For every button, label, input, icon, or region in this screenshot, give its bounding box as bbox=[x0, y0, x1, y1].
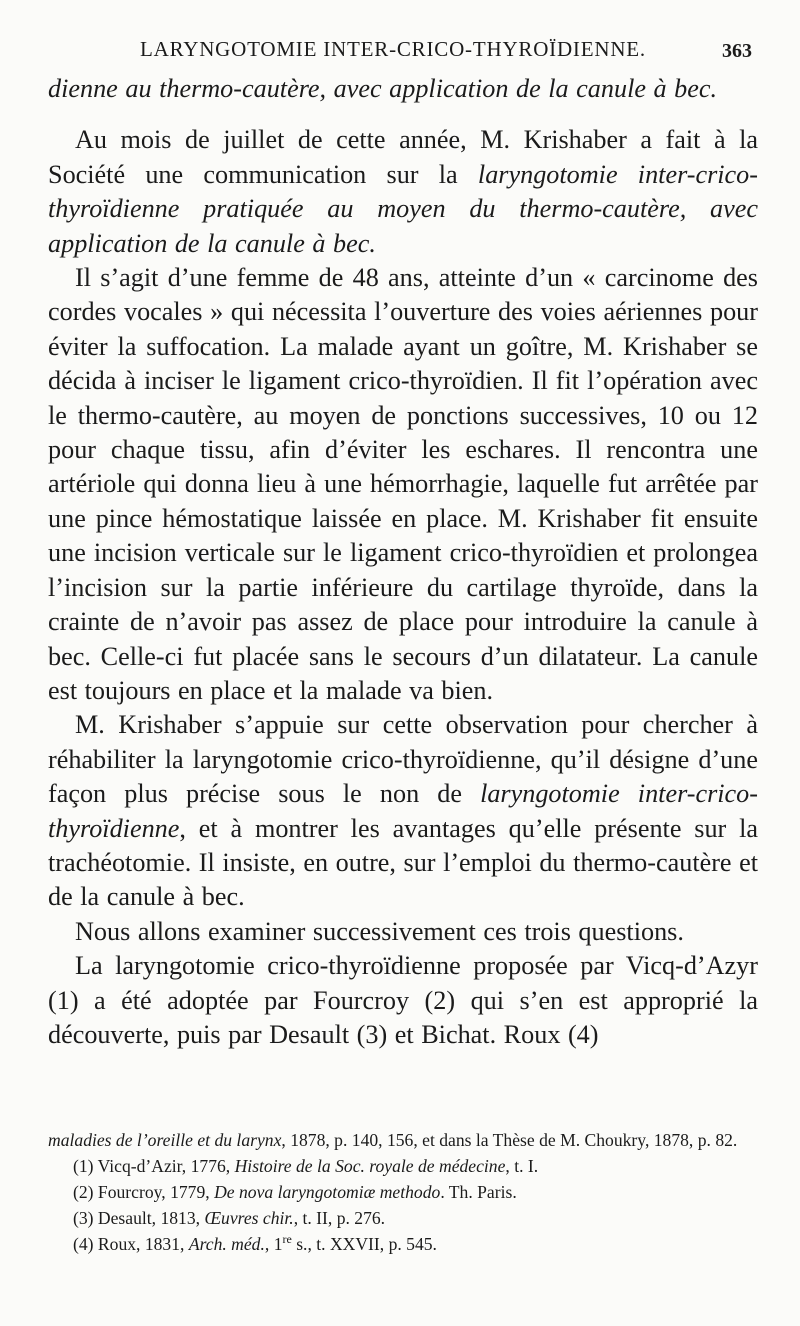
footnote-italic: Histoire de la Soc. royale de médecine bbox=[234, 1156, 506, 1176]
running-header bbox=[140, 37, 760, 67]
footnote-1 bbox=[48, 1153, 758, 1179]
footnote-text: (4) Roux, 1831, bbox=[73, 1234, 189, 1254]
footnote-text: . Th. Paris. bbox=[440, 1182, 517, 1202]
footnote-superscript: re bbox=[282, 1232, 292, 1247]
paragraph-history bbox=[48, 949, 758, 1052]
paragraph-italic: laryngotomie inter-crico-thyroïdienne bbox=[48, 779, 758, 843]
paragraph-text: Il s’agit d’une femme de 48 ans, atteinte d’un « carcinome des cordes vocales » qui nécessita l’ouverture des voies aériennes pour éviter la suffocation. La malade ayant un goître, M. Krishaber se décida à inciser le ligament crico-thyroïdien. Il fit l’opération avec le thermo-cautère, au moyen de ponctions successives, 10 ou 12 pour chaque tissu, afin d’éviter les eschares. Il rencontra une artériole qui donna lieu à une hémorrhagie, laquelle fut arrêtée par une pince hémostatique laissée en place. M. Krishaber fit ensuite une incision verticale sur le ligament crico-thyroïdien et prolongea l’incision sur la partie inférieure du cartilage thyroïde, dans la crainte de n’avoir pas assez de place pour introduire la canule à bec. Celle-ci fut placée sans le secours d’un dilatateur. La canule est toujours en place et la malade va bien. bbox=[48, 263, 758, 705]
paragraph-text: Nous allons examiner successivement ces trois questions. bbox=[75, 916, 684, 946]
paragraph-text: , et à montrer les avantages qu’elle présente sur la trachéotomie. Il insiste, en outre, sur l’emploi du thermo-cautère et de la canule à bec. bbox=[48, 813, 759, 912]
paragraph-questions bbox=[48, 915, 758, 949]
footnote-2 bbox=[48, 1179, 758, 1205]
paragraph-continuation bbox=[48, 72, 758, 106]
footnote-text: , t. II, p. 276. bbox=[293, 1208, 386, 1228]
paragraph-rehabilitation bbox=[48, 708, 758, 914]
footnote-italic: maladies de l’oreille et du larynx bbox=[48, 1130, 282, 1150]
paragraph-text: La laryngotomie crico-thyroïdienne proposée par Vicq-d’Azyr (1) a été adoptée par Fourcroy (2) qui s’en est approprié la découverte, puis par Desault (3) et Bichat. Roux (4) bbox=[48, 951, 758, 1049]
footnote-italic: Arch. méd. bbox=[188, 1234, 265, 1254]
header-title: LARYNGOTOMIE INTER-CRICO-THYROÏDIENNE. bbox=[140, 37, 646, 61]
main-text bbox=[48, 72, 758, 1052]
footnotes bbox=[48, 1127, 758, 1257]
footnote-3 bbox=[48, 1205, 758, 1231]
footnote-text: , t. I. bbox=[505, 1156, 539, 1176]
footnote-text: (1) Vicq-d’Azir, 1776, bbox=[73, 1156, 235, 1176]
footnote-text: , 1 bbox=[264, 1234, 283, 1254]
footnote-continuation bbox=[48, 1127, 758, 1153]
paragraph-text: Au mois de juillet de cette année, M. Krishaber a fait à la Société une communication sur la bbox=[48, 125, 758, 189]
footnote-4 bbox=[48, 1231, 758, 1257]
footnote-italic: Œuvres chir. bbox=[204, 1208, 294, 1228]
footnote-text: s., t. XXVII, p. 545. bbox=[291, 1234, 437, 1254]
footnote-italic: De nova laryngotomiæ methodo bbox=[214, 1182, 441, 1202]
paragraph-krishaber-communication bbox=[48, 123, 758, 261]
paragraph-italic: laryngotomie inter-crico-thyroïdienne pratiquée au moyen du thermo-cautère, avec application de la canule à bec. bbox=[48, 159, 758, 258]
footnote-text: , 1878, p. 140, 156, et dans la Thèse de M. Choukry, 1878, p. 82. bbox=[281, 1130, 738, 1150]
paragraph-text: M. Krishaber s’appuie sur cette observation pour chercher à réhabiliter la laryngotomie crico-thyroïdienne, qu’il désigne d’une façon plus précise sous le non de bbox=[48, 710, 758, 809]
paragraph-case bbox=[48, 261, 758, 708]
page-number: 363 bbox=[722, 40, 752, 62]
footnote-text: (3) Desault, 1813, bbox=[73, 1208, 205, 1228]
continuation-text: dienne au thermo-cautère, avec application de la canule à bec. bbox=[48, 74, 718, 103]
footnote-text: (2) Fourcroy, 1779, bbox=[73, 1182, 215, 1202]
